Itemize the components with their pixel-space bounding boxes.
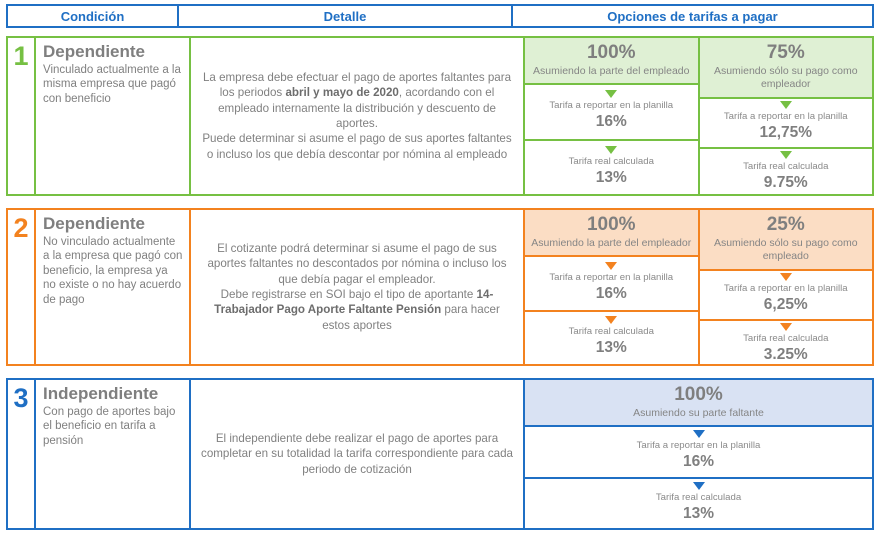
detail-text: El cotizante podrá determinar si asume el pago de sus aportes faltantes no descontados por nómina o incluso los que debía pagar el empleador. Debe registrarse en SOI bajo el tipo de aportante 14-Trabajador Pago Aporte Faltante Pensión para hacer estos aportes	[207, 241, 507, 332]
down-arrow-icon	[693, 430, 705, 438]
detail-cell	[191, 36, 525, 196]
option-percent: 100%	[586, 42, 636, 63]
table-row	[6, 36, 874, 196]
detail-text: La empresa debe efectuar el pago de aportes faltantes para los periodos abril y mayo de 2020, acordando con el empleado internamente la distribución y descuento de aportes. Puede determinar si asume el pago de sus aportes faltantes o incluso los que debía descontar por nómina al empleado	[202, 70, 512, 161]
option-step	[700, 147, 873, 197]
option-header	[700, 38, 873, 99]
step-label: Tarifa a reportar en la planilla	[723, 111, 848, 123]
option-step	[525, 477, 872, 528]
condition-title: Dependiente	[43, 42, 146, 61]
down-arrow-icon	[780, 101, 792, 109]
down-arrow-icon	[780, 323, 792, 331]
row-number: 1	[13, 41, 29, 71]
option-step	[525, 85, 698, 138]
step-label: Tarifa real calculada	[743, 160, 829, 172]
step-value: 16%	[682, 453, 715, 471]
option-step	[700, 99, 873, 147]
step-label: Tarifa a reportar en la planilla	[549, 100, 674, 112]
header-label-detalle: Detalle	[323, 8, 367, 24]
row-number-box	[8, 380, 36, 528]
step-value: 16%	[595, 284, 627, 302]
condition-text	[36, 38, 189, 194]
step-value: 3.25%	[763, 345, 808, 363]
option-header	[525, 380, 872, 427]
option-step	[700, 319, 873, 369]
row-number-box	[8, 210, 36, 364]
step-value: 16%	[595, 113, 627, 131]
down-arrow-icon	[780, 151, 792, 159]
option-caption: Asumiendo su parte faltante	[633, 406, 764, 419]
option-column	[698, 210, 873, 364]
header-cell-detalle	[179, 6, 513, 26]
step-value: 6,25%	[763, 296, 808, 314]
option-header	[525, 38, 698, 85]
step-value: 13%	[682, 504, 715, 522]
option-step	[700, 271, 873, 319]
options-cell	[525, 208, 874, 366]
table-row	[6, 378, 874, 530]
option-percent: 100%	[674, 384, 723, 405]
header-label-condicion: Condición	[60, 8, 125, 24]
detail-cell	[191, 378, 525, 530]
option-column	[525, 210, 698, 364]
step-label: Tarifa a reportar en la planilla	[549, 271, 674, 283]
row-number-box	[8, 38, 36, 194]
detail-cell	[191, 208, 525, 366]
step-value: 9.75%	[763, 173, 808, 191]
table-header	[6, 4, 874, 28]
down-arrow-icon	[605, 90, 617, 98]
header-label-opciones: Opciones de tarifas a pagar	[607, 8, 778, 24]
option-step	[525, 257, 698, 309]
step-label: Tarifa real calculada	[743, 332, 829, 344]
option-header	[700, 210, 873, 271]
condition-text	[36, 380, 189, 528]
condition-cell	[6, 378, 191, 530]
row-number: 3	[13, 383, 29, 413]
step-label: Tarifa a reportar en la planilla	[636, 440, 761, 452]
header-cell-condicion	[8, 6, 179, 26]
options-cell	[525, 36, 874, 196]
option-percent: 25%	[766, 214, 805, 235]
option-column	[698, 38, 873, 194]
option-caption: Asumiendo la parte del empleador	[531, 236, 692, 249]
condition-title: Independiente	[43, 384, 159, 403]
step-label: Tarifa real calculada	[568, 326, 654, 338]
down-arrow-icon	[780, 273, 792, 281]
down-arrow-icon	[605, 262, 617, 270]
option-percent: 75%	[766, 42, 805, 63]
row-number: 2	[13, 213, 29, 243]
down-arrow-icon	[605, 316, 617, 324]
step-label: Tarifa a reportar en la planilla	[723, 283, 848, 295]
step-value: 12,75%	[759, 124, 813, 142]
option-column	[525, 38, 698, 194]
option-step	[525, 427, 872, 476]
header-cell-opciones	[513, 6, 872, 26]
condition-description: Vinculado actualmente a la misma empresa que pagó con beneficio	[43, 63, 181, 105]
down-arrow-icon	[693, 482, 705, 490]
condition-description: No vinculado actualmente a la empresa que pagó con beneficio, la empresa ya no existe o no hay acuerdo de pago	[43, 235, 183, 307]
condition-cell	[6, 208, 191, 366]
detail-text: El independiente debe realizar el pago de aportes para completar en su totalidad la tarifa correspondiente para cada periodo de cotización	[201, 431, 513, 476]
option-header	[525, 210, 698, 257]
option-step	[525, 139, 698, 194]
option-caption: Asumiendo la parte del empleado	[533, 64, 690, 77]
step-value: 13%	[595, 339, 627, 357]
condition-cell	[6, 36, 191, 196]
option-percent: 100%	[586, 214, 636, 235]
step-label: Tarifa real calculada	[655, 491, 742, 503]
option-caption: Asumiendo sólo su pago como empleado	[713, 236, 858, 263]
options-cell	[525, 378, 874, 530]
option-caption: Asumiendo sólo su pago como empleador	[713, 64, 858, 91]
step-label: Tarifa real calculada	[568, 155, 654, 167]
down-arrow-icon	[605, 146, 617, 154]
condition-text	[36, 210, 189, 364]
condition-title: Dependiente	[43, 214, 146, 233]
condition-description: Con pago de aportes bajo el beneficio en tarifa a pensión	[43, 405, 176, 447]
option-column	[525, 380, 872, 528]
table-row	[6, 208, 874, 366]
step-value: 13%	[595, 168, 627, 186]
option-step	[525, 310, 698, 364]
